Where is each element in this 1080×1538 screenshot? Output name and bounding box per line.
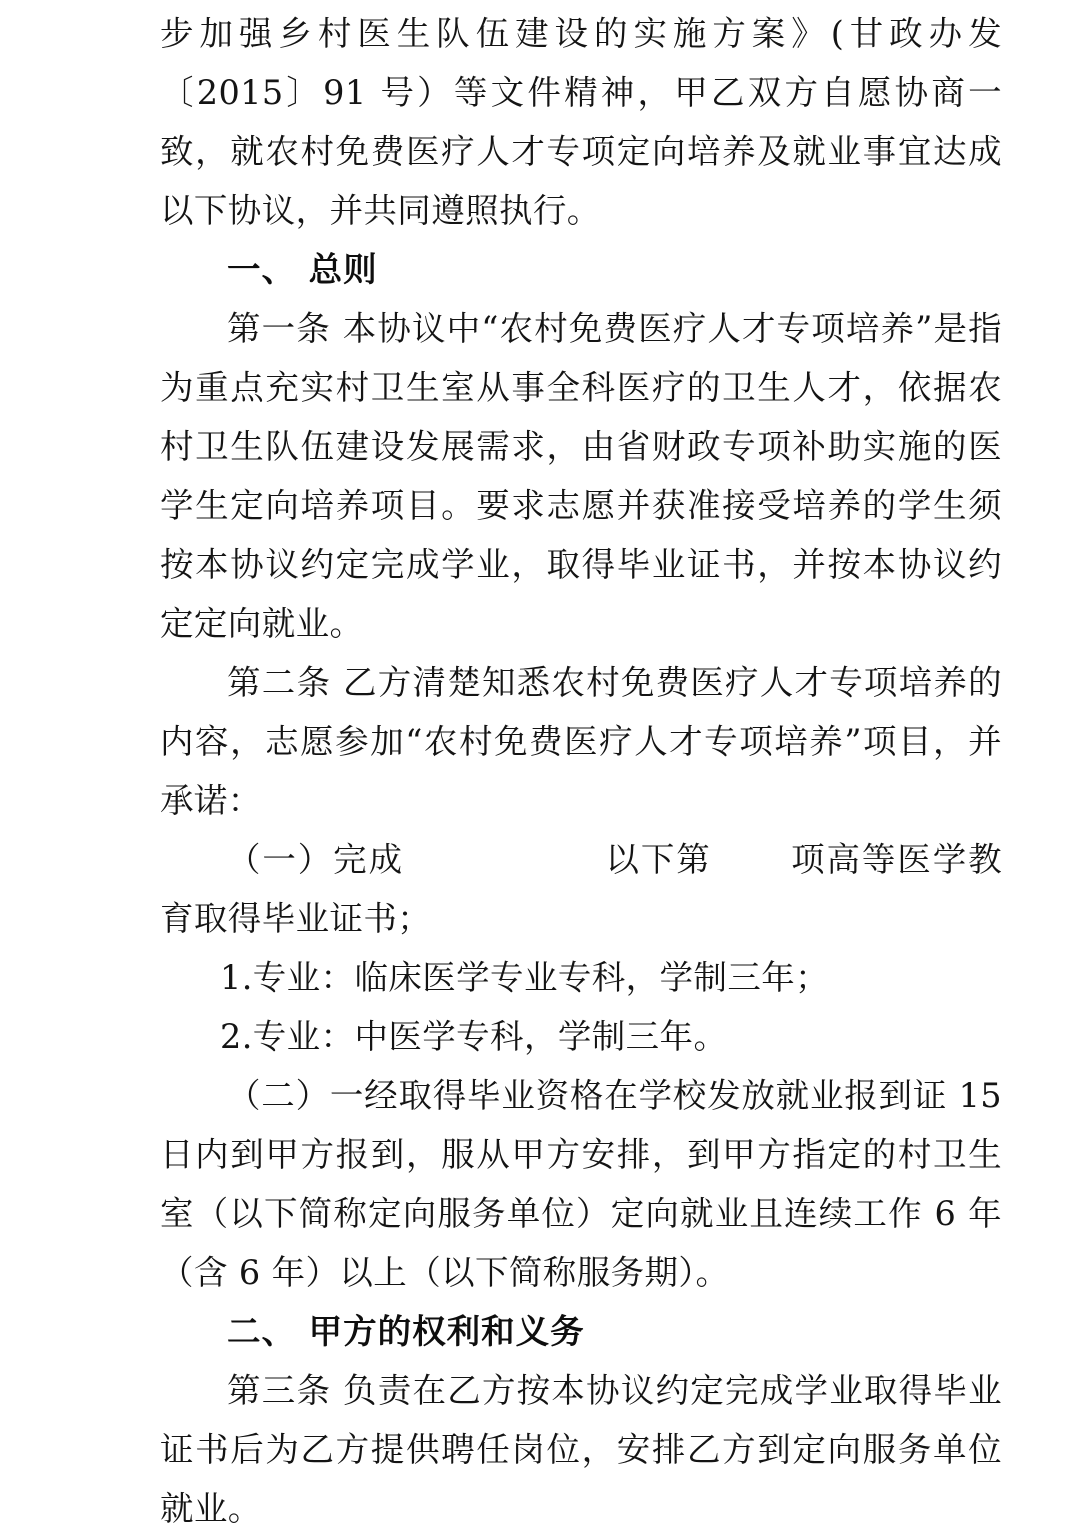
item-one-text-after: 项高等医学教育取得毕业证书； xyxy=(160,840,1002,938)
paragraph-item-one xyxy=(160,830,1002,948)
paragraph-article-two: 第二条 乙方清楚知悉农村免费医疗人才专项培养的内容，志愿参加“农村免费医疗人才专项培养”项目，并承诺： xyxy=(160,663,1002,820)
heading-section-two: 二、 甲方的权利和义务 xyxy=(227,1312,585,1351)
paragraph-item-two: （二）一经取得毕业资格在学校发放就业报到证 15 日内到甲方报到，服从甲方安排，到甲方指定的村卫生室（以下简称定向服务单位）定向就业且连续工作 6 年（含 6 年）以上（以下简称服务期）。 xyxy=(160,1076,1002,1292)
item-one-text-middle: 以下第 xyxy=(603,840,712,879)
paragraph-article-one: 第一条 本协议中“农村免费医疗人才专项培养”是指为重点充实村卫生室从事全科医疗的卫生人才，依据农村卫生队伍建设发展需求，由省财政专项补助实施的医学生定向培养项目。要求志愿并获准接受培养的学生须按本协议约定完成学业，取得毕业证书，并按本协议约定定向就业。 xyxy=(160,309,1003,643)
paragraph-article-three: 第三条 负责在乙方按本协议约定完成学业取得毕业证书后为乙方提供聘任岗位，安排乙方到定向服务单位就业。 xyxy=(160,1371,1002,1528)
paragraph-sub-item-two: 2.专业：中医学专科，学制三年。 xyxy=(220,1017,728,1056)
item-one-text-before: （一）完成 xyxy=(227,840,404,879)
document-body xyxy=(160,0,1002,1538)
paragraph-sub-item-one: 1.专业：临床医学专业专科，学制三年； xyxy=(220,958,830,997)
paragraph-intro-continuation: 步加强乡村医生队伍建设的实施方案》(甘政办发〔2015〕91 号）等文件精神，甲乙双方自愿协商一致，就农村免费医疗人才专项定向培养及就业事宜达成以下协议，并共同遵照执行。 xyxy=(160,14,1002,230)
heading-section-one: 一、 总则 xyxy=(227,250,378,289)
